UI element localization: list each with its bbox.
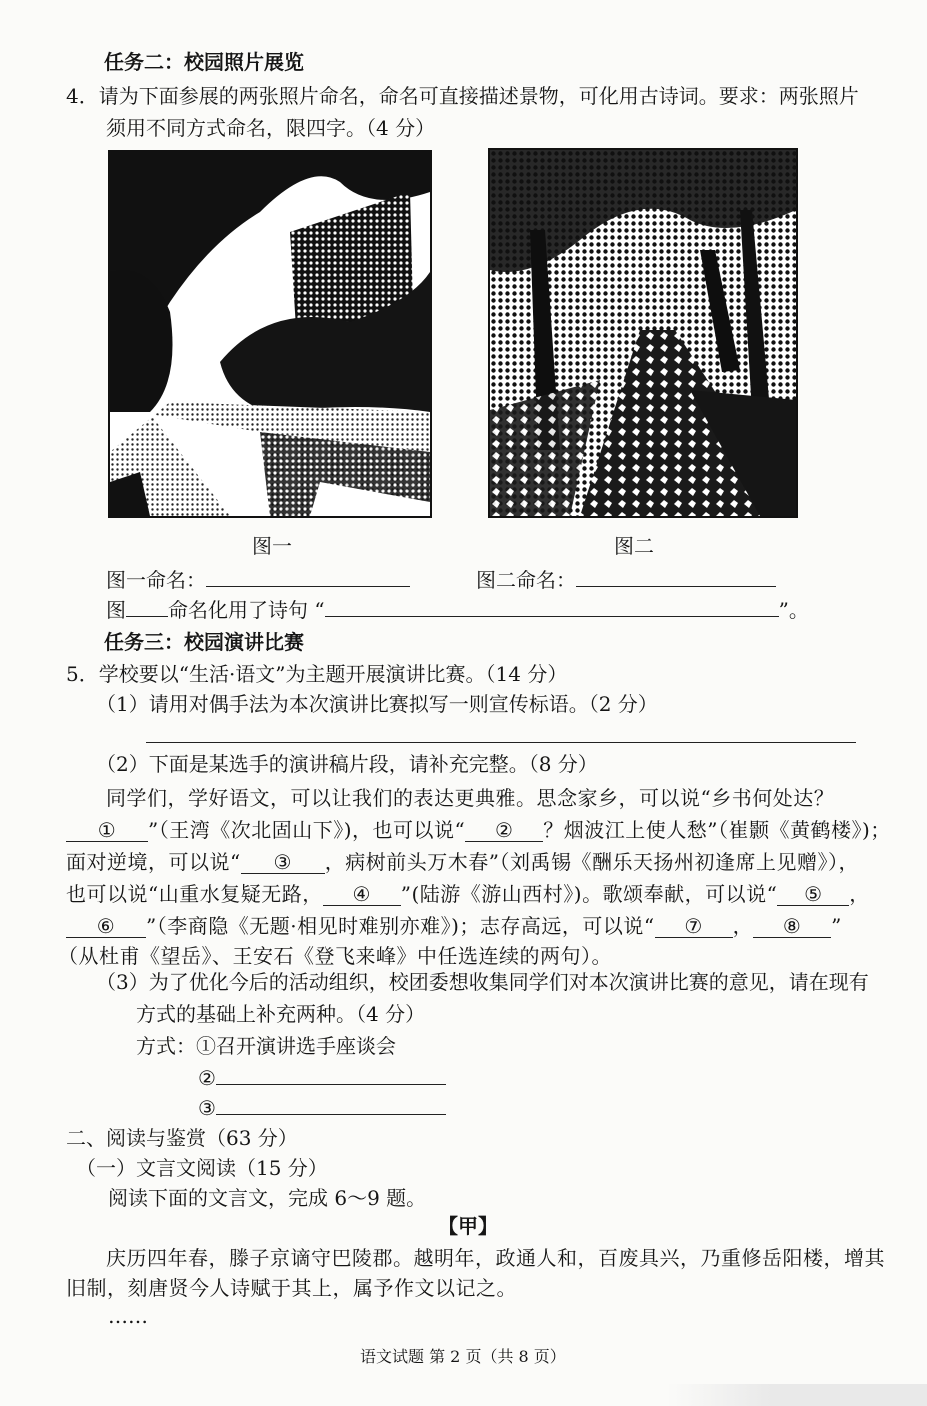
blank-3[interactable]: ③: [241, 851, 325, 874]
photo-1-name-label: 图一命名：: [106, 568, 206, 592]
photo-2-caption: 图二: [614, 534, 654, 558]
q5-part3-line1: （3）为了优化今后的活动组织，校团委想收集同学们对本次演讲比赛的意见，请在现有: [96, 970, 869, 994]
q5-part3-line2: 方式的基础上补充两种。（4 分）: [136, 1002, 426, 1026]
way-3-number: ③: [198, 1096, 216, 1120]
speech-l2b: ？烟波江上使人愁”（崔颢《黄鹤楼》)；: [543, 818, 891, 842]
blank-4[interactable]: ④: [323, 883, 401, 906]
speech-l4c: ，: [849, 882, 870, 906]
speech-line3: [66, 848, 859, 876]
way-2-blank[interactable]: [216, 1064, 446, 1085]
q4-line1: 4．请为下面参展的两张照片命名，命名可直接描述景物，可化用古诗词。要求：两张照片: [66, 84, 859, 108]
speech-line2: [66, 816, 891, 844]
task3-heading: 任务三：校园演讲比赛: [104, 630, 304, 654]
photo-1-name-row: [106, 566, 410, 594]
speech-l4a: 也可以说“山重水复疑无路，: [66, 882, 323, 906]
passage-ellipsis: ……: [108, 1304, 148, 1328]
speech-l4b: ”(陆游《游山西村》)。歌颂奉献，可以说“: [400, 882, 778, 906]
way-row-2: [198, 1064, 446, 1092]
photo-2: [488, 148, 798, 518]
poem-photo-blank[interactable]: [126, 596, 168, 617]
page-footer: 语文试题 第 2 页（共 8 页）: [360, 1347, 566, 1366]
speech-line1: 同学们，学好语文，可以让我们的表达更典雅。思念家乡，可以说“乡书何处达？: [106, 786, 835, 810]
passage-jia-label: 【甲】: [438, 1214, 498, 1238]
task2-heading: 任务二：校园照片展览: [104, 50, 304, 74]
blank-7[interactable]: ⑦: [655, 915, 733, 938]
poem-prefix: 图: [106, 598, 126, 622]
way-2-number: ②: [198, 1066, 216, 1090]
blank-2[interactable]: ②: [465, 819, 543, 842]
blank-1[interactable]: ①: [66, 819, 148, 842]
watermark-strip: [667, 1384, 927, 1406]
classical-reading-heading: （一）文言文阅读（15 分）: [76, 1156, 328, 1180]
passage-line1: 庆历四年春，滕子京谪守巴陵郡。越明年，政通人和，百废具兴，乃重修岳阳楼，增其: [106, 1246, 885, 1270]
speech-l5c: ”: [831, 914, 842, 938]
photo-1-caption: 图一: [252, 534, 292, 558]
poem-end: ”。: [778, 598, 809, 622]
q5-part1: （1）请用对偶手法为本次演讲比赛拟写一则宣传标语。（2 分）: [96, 692, 658, 716]
photo-1-name-blank[interactable]: [206, 566, 410, 587]
speech-l3a: 面对逆境，可以说“: [66, 850, 241, 874]
poem-line-blank[interactable]: [325, 596, 779, 617]
q4-line2: 须用不同方式命名，限四字。（4 分）: [106, 116, 436, 140]
way-3-blank[interactable]: [216, 1094, 446, 1115]
speech-line6: （从杜甫《望岳》、王安石《登飞来峰》中任选连续的两句）。: [58, 944, 612, 968]
speech-line5: [66, 912, 842, 940]
way-row-1: [136, 1032, 396, 1060]
speech-l3b: ，病树前头万木春”（刘禹锡《酬乐天扬州初逢席上见赠》），: [324, 850, 859, 874]
passage-line2: 旧制，刻唐贤今人诗赋于其上，属予作文以记之。: [66, 1276, 517, 1300]
photo-2-name-label: 图二命名：: [476, 568, 576, 592]
poem-mid: 命名化用了诗句 “: [168, 598, 325, 622]
blank-8[interactable]: ⑧: [753, 915, 831, 938]
speech-l2a: ”（王湾《次北固山下》)，也可以说“: [148, 818, 466, 842]
way-row-3: [198, 1094, 446, 1122]
photo-1: [108, 150, 432, 518]
reading-instruction: 阅读下面的文言文，完成 6～9 题。: [108, 1186, 427, 1210]
way-1: ①召开演讲选手座谈会: [196, 1034, 396, 1058]
q5-line1: 5．学校要以“生活·语文”为主题开展演讲比赛。（14 分）: [66, 662, 568, 686]
photo-2-name-blank[interactable]: [576, 566, 776, 587]
photo-2-name-row: [476, 566, 776, 594]
q5-part2: （2）下面是某选手的演讲稿片段，请补充完整。（8 分）: [96, 752, 598, 776]
section2-heading: 二、阅读与鉴赏（63 分）: [66, 1126, 298, 1150]
speech-l5a: ”（李商隐《无题·相见时难别亦难》)；志存高远，可以说“: [146, 914, 655, 938]
poem-source-row: [106, 596, 809, 624]
slogan-answer-line[interactable]: [146, 742, 856, 743]
speech-l5b: ，: [732, 914, 754, 938]
speech-line4: [66, 880, 870, 908]
blank-5[interactable]: ⑤: [777, 883, 849, 906]
way-label: 方式：: [136, 1034, 196, 1058]
blank-6[interactable]: ⑥: [66, 915, 146, 938]
